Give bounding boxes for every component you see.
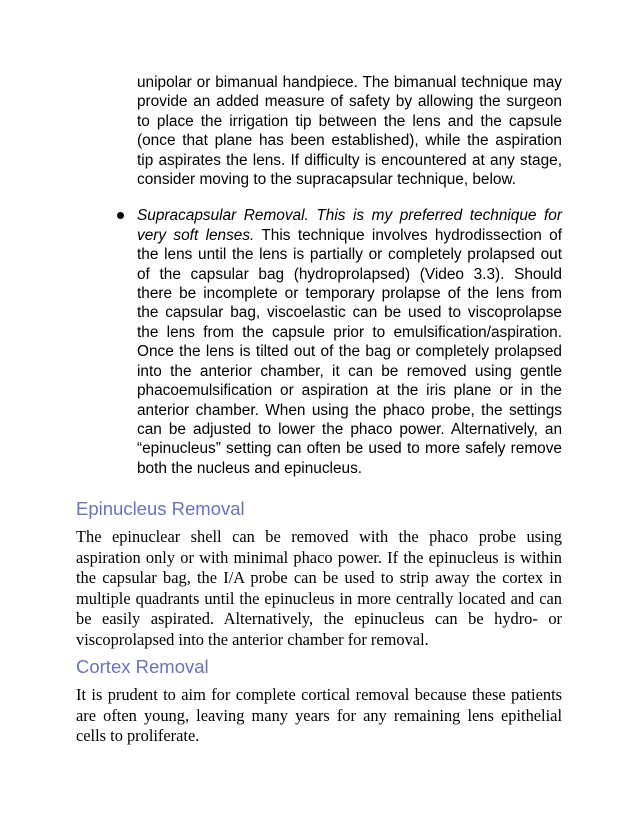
bullet-icon — [117, 212, 124, 219]
list-item-supracapsular — [137, 206, 562, 478]
continuation-paragraph: unipolar or bimanual handpiece. The bimanual technique may provide an added measure of safety by allowing the surgeon to place the irrigation tip between the lens and the capsule (once that plane has been established), while the aspiration tip aspirates the lens. If difficulty is encountered at any stage, consider moving to the supracapsular technique, below. — [137, 74, 562, 189]
section-heading-cortex: Cortex Removal — [76, 656, 209, 677]
technique-list — [137, 73, 562, 478]
list-item-text: This technique involves hydrodissection of the lens until the lens is partially or completely prolapsed out of the capsular bag (hydroprolapsed) (Video 3.3). Should there be incomplete or temporary prolapse of the lens from the capsular bag, viscoelastic can be used to viscoprolapse the lens from the capsule prior to emulsification/aspiration. Once the lens is tilted out of the bag or completely prolapsed into the anterior chamber, it can be removed using gentle phacoemulsification or aspiration at the iris plane or in the anterior chamber. When using the phaco probe, the settings can be adjusted to lower the phaco power. Alternatively, an “epinucleus” setting can often be used to more safely remove both the nucleus and epinucleus. — [137, 226, 562, 477]
list-item-body — [137, 206, 562, 478]
list-item-lead-in: Supracapsular Removal. This is my preferred technique for very soft lenses. — [137, 207, 562, 244]
section-heading-epinucleus: Epinucleus Removal — [76, 498, 245, 519]
section-paragraph-epinucleus: The epinuclear shell can be removed with the phaco probe using aspiration only or with minimal phaco power. If the epinucleus is within the capsular bag, the I/A probe can be used to strip away the cortex in multiple quadrants until the epinucleus in more centrally located and can be easily aspirated. Alternatively, the epinucleus can be hydro- or viscoprolapsed into the anterior chamber for removal. — [76, 527, 562, 649]
section-paragraph-cortex: It is prudent to aim for complete cortical removal because these patients are often young, leaving many years for any remaining lens epithelial cells to proliferate. — [76, 685, 562, 746]
